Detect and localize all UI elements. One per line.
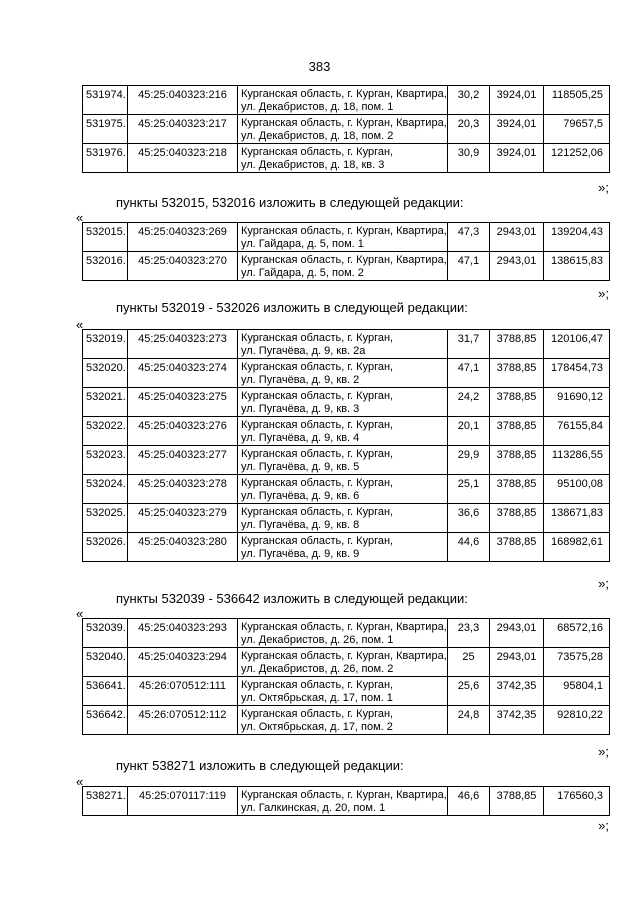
closing-quote: »; bbox=[598, 818, 609, 833]
address-cell bbox=[238, 706, 448, 735]
table-row bbox=[83, 115, 610, 144]
total-value-cell: 176560,3 bbox=[544, 787, 610, 816]
unit-price-cell: 3788,85 bbox=[490, 787, 544, 816]
cadastral-number-cell: 45:26:070512:111 bbox=[128, 677, 238, 706]
opening-quote: « bbox=[76, 774, 84, 789]
area-cell: 24,2 bbox=[448, 388, 490, 417]
item-number-cell: 532019. bbox=[83, 330, 128, 359]
closing-quote: »; bbox=[598, 180, 609, 195]
item-number-cell: 536641. bbox=[83, 677, 128, 706]
total-value-cell: 178454,73 bbox=[544, 359, 610, 388]
unit-price-cell: 3788,85 bbox=[490, 359, 544, 388]
address-cell bbox=[238, 86, 448, 115]
closing-quote: »; bbox=[598, 286, 609, 301]
total-value-cell: 79657,5 bbox=[544, 115, 610, 144]
address-line-1: Курганская область, г. Курган, bbox=[241, 332, 394, 344]
unit-price-cell: 3788,85 bbox=[490, 417, 544, 446]
address-line-1: Курганская область, г. Курган, bbox=[241, 477, 394, 489]
cadastral-number-cell: 45:26:070512:112 bbox=[128, 706, 238, 735]
table-row bbox=[83, 533, 610, 562]
area-cell: 25,1 bbox=[448, 475, 490, 504]
cadastral-number-cell: 45:25:040323:279 bbox=[128, 504, 238, 533]
address-line-1: Курганская область, г. Курган, bbox=[241, 361, 394, 373]
total-value-cell: 113286,55 bbox=[544, 446, 610, 475]
item-number-cell: 532024. bbox=[83, 475, 128, 504]
unit-price-cell: 3924,01 bbox=[490, 144, 544, 173]
address-line-1: Курганская область, г. Курган, bbox=[241, 448, 394, 460]
table-row bbox=[83, 648, 610, 677]
area-cell: 25,6 bbox=[448, 677, 490, 706]
address-line-1: Курганская область, г. Курган, Квартира, bbox=[241, 621, 447, 633]
address-cell bbox=[238, 417, 448, 446]
cadastral-number-cell: 45:25:040323:275 bbox=[128, 388, 238, 417]
total-value-cell: 139204,43 bbox=[544, 223, 610, 252]
address-line-1: Курганская область, г. Курган, bbox=[241, 419, 394, 431]
address-line-2: ул. Декабристов, д. 18, пом. 2 bbox=[241, 130, 394, 142]
address-cell bbox=[238, 252, 448, 281]
address-line-1: Курганская область, г. Курган, bbox=[241, 506, 394, 518]
item-number-cell: 532026. bbox=[83, 533, 128, 562]
total-value-cell: 138615,83 bbox=[544, 252, 610, 281]
table-row bbox=[83, 388, 610, 417]
unit-price-cell: 3742,35 bbox=[490, 677, 544, 706]
table-row bbox=[83, 330, 610, 359]
area-cell: 29,9 bbox=[448, 446, 490, 475]
cadastral-number-cell: 45:25:040323:274 bbox=[128, 359, 238, 388]
item-number-cell: 532025. bbox=[83, 504, 128, 533]
total-value-cell: 68572,16 bbox=[544, 619, 610, 648]
item-number-cell: 531974. bbox=[83, 86, 128, 115]
address-line-2: ул. Пугачёва, д. 9, кв. 5 bbox=[241, 461, 360, 473]
address-line-1: Курганская область, г. Курган, bbox=[241, 535, 394, 547]
opening-quote: « bbox=[76, 317, 84, 332]
address-cell bbox=[238, 475, 448, 504]
address-cell bbox=[238, 504, 448, 533]
cadastral-number-cell: 45:25:040323:269 bbox=[128, 223, 238, 252]
address-line-2: ул. Пугачёва, д. 9, кв. 9 bbox=[241, 548, 360, 560]
item-number-cell: 532020. bbox=[83, 359, 128, 388]
unit-price-cell: 2943,01 bbox=[490, 252, 544, 281]
area-cell: 20,1 bbox=[448, 417, 490, 446]
area-cell: 44,6 bbox=[448, 533, 490, 562]
instruction-text: пункты 532019 - 532026 изложить в следующей редакции: bbox=[116, 300, 468, 315]
address-line-2: ул. Гайдара, д. 5, пом. 2 bbox=[241, 267, 364, 279]
item-number-cell: 532022. bbox=[83, 417, 128, 446]
total-value-cell: 95100,08 bbox=[544, 475, 610, 504]
address-line-1: Курганская область, г. Курган, Квартира, bbox=[241, 117, 447, 129]
table-row bbox=[83, 144, 610, 173]
address-cell bbox=[238, 648, 448, 677]
item-number-cell: 532040. bbox=[83, 648, 128, 677]
area-cell: 20,3 bbox=[448, 115, 490, 144]
area-cell: 47,3 bbox=[448, 223, 490, 252]
unit-price-cell: 3788,85 bbox=[490, 388, 544, 417]
opening-quote: « bbox=[76, 606, 84, 621]
cadastral-number-cell: 45:25:040323:280 bbox=[128, 533, 238, 562]
unit-price-cell: 3788,85 bbox=[490, 504, 544, 533]
cadastral-number-cell: 45:25:040323:293 bbox=[128, 619, 238, 648]
registry-table-4 bbox=[82, 618, 610, 735]
cadastral-number-cell: 45:25:040323:278 bbox=[128, 475, 238, 504]
address-cell bbox=[238, 619, 448, 648]
item-number-cell: 532039. bbox=[83, 619, 128, 648]
area-cell: 47,1 bbox=[448, 359, 490, 388]
address-line-1: Курганская область, г. Курган, bbox=[241, 390, 394, 402]
address-cell bbox=[238, 223, 448, 252]
address-cell bbox=[238, 677, 448, 706]
unit-price-cell: 3788,85 bbox=[490, 330, 544, 359]
instruction-text: пункт 538271 изложить в следующей редакции: bbox=[116, 758, 404, 773]
address-line-1: Курганская область, г. Курган, Квартира, bbox=[241, 789, 447, 801]
item-number-cell: 536642. bbox=[83, 706, 128, 735]
unit-price-cell: 3742,35 bbox=[490, 706, 544, 735]
unit-price-cell: 2943,01 bbox=[490, 223, 544, 252]
item-number-cell: 538271. bbox=[83, 787, 128, 816]
total-value-cell: 168982,61 bbox=[544, 533, 610, 562]
table-row bbox=[83, 677, 610, 706]
unit-price-cell: 3788,85 bbox=[490, 533, 544, 562]
area-cell: 24,8 bbox=[448, 706, 490, 735]
registry-table-1 bbox=[82, 85, 610, 173]
address-line-1: Курганская область, г. Курган, bbox=[241, 708, 394, 720]
area-cell: 47,1 bbox=[448, 252, 490, 281]
address-line-2: ул. Пугачёва, д. 9, кв. 2а bbox=[241, 345, 366, 357]
cadastral-number-cell: 45:25:070117:119 bbox=[128, 787, 238, 816]
cadastral-number-cell: 45:25:040323:218 bbox=[128, 144, 238, 173]
address-line-2: ул. Октябрьская, д. 17, пом. 2 bbox=[241, 721, 393, 733]
area-cell: 30,9 bbox=[448, 144, 490, 173]
opening-quote: « bbox=[76, 210, 84, 225]
registry-table-5 bbox=[82, 786, 610, 816]
item-number-cell: 531975. bbox=[83, 115, 128, 144]
registry-table-2 bbox=[82, 222, 610, 281]
total-value-cell: 91690,12 bbox=[544, 388, 610, 417]
registry-table-3 bbox=[82, 329, 610, 562]
table-row bbox=[83, 475, 610, 504]
closing-quote: »; bbox=[598, 744, 609, 759]
address-cell bbox=[238, 388, 448, 417]
unit-price-cell: 3924,01 bbox=[490, 86, 544, 115]
address-line-2: ул. Галкинская, д. 20, пом. 1 bbox=[241, 802, 386, 814]
address-line-2: ул. Декабристов, д. 26, пом. 2 bbox=[241, 663, 394, 675]
item-number-cell: 532016. bbox=[83, 252, 128, 281]
unit-price-cell: 2943,01 bbox=[490, 648, 544, 677]
address-cell bbox=[238, 446, 448, 475]
total-value-cell: 92810,22 bbox=[544, 706, 610, 735]
address-line-1: Курганская область, г. Курган, Квартира, bbox=[241, 650, 447, 662]
table-row bbox=[83, 252, 610, 281]
address-cell bbox=[238, 144, 448, 173]
address-line-2: ул. Пугачёва, д. 9, кв. 2 bbox=[241, 374, 360, 386]
cadastral-number-cell: 45:25:040323:217 bbox=[128, 115, 238, 144]
address-line-2: ул. Октябрьская, д. 17, пом. 1 bbox=[241, 692, 393, 704]
table-row bbox=[83, 417, 610, 446]
address-line-2: ул. Пугачёва, д. 9, кв. 6 bbox=[241, 490, 360, 502]
address-line-2: ул. Декабристов, д. 26, пом. 1 bbox=[241, 634, 394, 646]
page-number: 383 bbox=[308, 59, 331, 74]
address-cell bbox=[238, 787, 448, 816]
address-cell bbox=[238, 330, 448, 359]
area-cell: 30,2 bbox=[448, 86, 490, 115]
cadastral-number-cell: 45:25:040323:273 bbox=[128, 330, 238, 359]
address-line-2: ул. Декабристов, д. 18, кв. 3 bbox=[241, 159, 385, 171]
item-number-cell: 531976. bbox=[83, 144, 128, 173]
total-value-cell: 76155,84 bbox=[544, 417, 610, 446]
cadastral-number-cell: 45:25:040323:216 bbox=[128, 86, 238, 115]
unit-price-cell: 3924,01 bbox=[490, 115, 544, 144]
item-number-cell: 532023. bbox=[83, 446, 128, 475]
cadastral-number-cell: 45:25:040323:276 bbox=[128, 417, 238, 446]
address-line-2: ул. Пугачёва, д. 9, кв. 3 bbox=[241, 403, 360, 415]
cadastral-number-cell: 45:25:040323:270 bbox=[128, 252, 238, 281]
total-value-cell: 73575,28 bbox=[544, 648, 610, 677]
total-value-cell: 120106,47 bbox=[544, 330, 610, 359]
item-number-cell: 532021. bbox=[83, 388, 128, 417]
total-value-cell: 121252,06 bbox=[544, 144, 610, 173]
total-value-cell: 95804,1 bbox=[544, 677, 610, 706]
address-cell bbox=[238, 533, 448, 562]
table-row bbox=[83, 446, 610, 475]
address-line-2: ул. Пугачёва, д. 9, кв. 4 bbox=[241, 432, 360, 444]
instruction-text: пункты 532015, 532016 изложить в следующей редакции: bbox=[116, 195, 464, 210]
unit-price-cell: 3788,85 bbox=[490, 446, 544, 475]
cadastral-number-cell: 45:25:040323:294 bbox=[128, 648, 238, 677]
instruction-text: пункты 532039 - 536642 изложить в следующей редакции: bbox=[116, 591, 468, 606]
address-line-1: Курганская область, г. Курган, bbox=[241, 679, 394, 691]
area-cell: 46,6 bbox=[448, 787, 490, 816]
table-row bbox=[83, 86, 610, 115]
table-row bbox=[83, 359, 610, 388]
address-line-2: ул. Пугачёва, д. 9, кв. 8 bbox=[241, 519, 360, 531]
address-cell bbox=[238, 359, 448, 388]
address-line-1: Курганская область, г. Курган, bbox=[241, 146, 394, 158]
address-line-1: Курганская область, г. Курган, Квартира, bbox=[241, 88, 447, 100]
table-row bbox=[83, 706, 610, 735]
area-cell: 31,7 bbox=[448, 330, 490, 359]
total-value-cell: 118505,25 bbox=[544, 86, 610, 115]
unit-price-cell: 3788,85 bbox=[490, 475, 544, 504]
item-number-cell: 532015. bbox=[83, 223, 128, 252]
closing-quote: »; bbox=[598, 576, 609, 591]
area-cell: 23,3 bbox=[448, 619, 490, 648]
address-line-1: Курганская область, г. Курган, Квартира, bbox=[241, 225, 447, 237]
table-row bbox=[83, 619, 610, 648]
unit-price-cell: 2943,01 bbox=[490, 619, 544, 648]
address-cell bbox=[238, 115, 448, 144]
table-row bbox=[83, 787, 610, 816]
address-line-1: Курганская область, г. Курган, Квартира, bbox=[241, 254, 447, 266]
address-line-2: ул. Декабристов, д. 18, пом. 1 bbox=[241, 101, 394, 113]
cadastral-number-cell: 45:25:040323:277 bbox=[128, 446, 238, 475]
address-line-2: ул. Гайдара, д. 5, пом. 1 bbox=[241, 238, 364, 250]
total-value-cell: 138671,83 bbox=[544, 504, 610, 533]
table-row bbox=[83, 223, 610, 252]
area-cell: 25 bbox=[448, 648, 490, 677]
area-cell: 36,6 bbox=[448, 504, 490, 533]
table-row bbox=[83, 504, 610, 533]
